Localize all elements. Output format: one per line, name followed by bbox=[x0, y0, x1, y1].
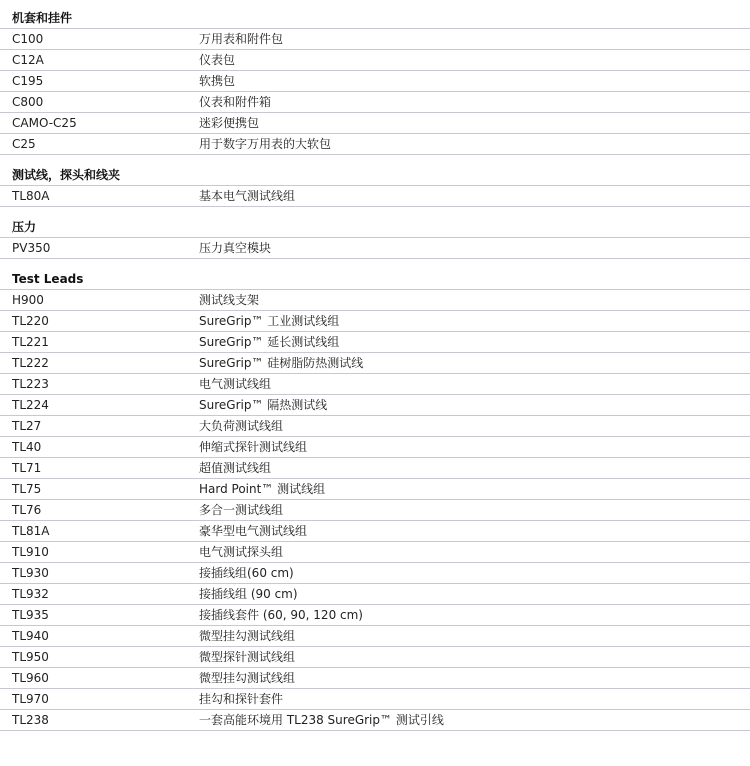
part-number: TL221 bbox=[12, 335, 49, 349]
table-row bbox=[0, 668, 750, 689]
part-number: TL76 bbox=[12, 503, 42, 517]
table-row bbox=[0, 647, 750, 668]
table-row bbox=[0, 50, 750, 71]
part-number: C100 bbox=[12, 32, 44, 46]
section-title: 机套和挂件 bbox=[0, 8, 750, 29]
part-description: 大负荷测试线组 bbox=[199, 419, 284, 433]
table-row bbox=[0, 605, 750, 626]
table-row bbox=[0, 626, 750, 647]
table-row bbox=[0, 134, 750, 155]
table-row bbox=[0, 186, 750, 207]
part-number: TL932 bbox=[12, 587, 49, 601]
section-spacer bbox=[0, 155, 750, 165]
part-number: TL27 bbox=[12, 419, 42, 433]
part-description: 微型挂勾测试线组 bbox=[199, 671, 296, 685]
part-number: TL950 bbox=[12, 650, 49, 664]
part-number: TL960 bbox=[12, 671, 49, 685]
table-row bbox=[0, 710, 750, 731]
part-number: C25 bbox=[12, 137, 36, 151]
part-description: SureGrip™ 延长测试线组 bbox=[199, 335, 340, 349]
part-number: TL970 bbox=[12, 692, 49, 706]
part-number: TL910 bbox=[12, 545, 49, 559]
part-description: 万用表和附件包 bbox=[199, 32, 284, 46]
table-row bbox=[0, 353, 750, 374]
table-row bbox=[0, 542, 750, 563]
part-number: TL940 bbox=[12, 629, 49, 643]
part-description: SureGrip™ 隔热测试线 bbox=[199, 398, 328, 412]
part-description: 多合一测试线组 bbox=[199, 503, 284, 517]
part-description: 接插线组 (90 cm) bbox=[199, 587, 298, 601]
part-description: SureGrip™ 工业测试线组 bbox=[199, 314, 340, 328]
table-row bbox=[0, 92, 750, 113]
part-description: 电气测试线组 bbox=[199, 377, 272, 391]
part-number: C12A bbox=[12, 53, 44, 67]
table-row bbox=[0, 29, 750, 50]
part-description: 电气测试探头组 bbox=[199, 545, 284, 559]
part-description: 挂勾和探针套件 bbox=[199, 692, 284, 706]
part-description: Hard Point™ 测试线组 bbox=[199, 482, 326, 496]
section-title: Test Leads bbox=[0, 269, 750, 290]
part-number: C195 bbox=[12, 74, 44, 88]
part-description: 基本电气测试线组 bbox=[199, 189, 296, 203]
part-number: TL935 bbox=[12, 608, 49, 622]
part-number: PV350 bbox=[12, 241, 51, 255]
part-description: 用于数字万用表的大软包 bbox=[199, 137, 332, 151]
part-description: 测试线支架 bbox=[199, 293, 260, 307]
section-spacer bbox=[0, 259, 750, 269]
section-title: 测试线，探头和线夹 bbox=[0, 165, 750, 186]
part-description: 伸缩式探针测试线组 bbox=[199, 440, 308, 454]
part-description: 一套高能环境用 TL238 SureGrip™ 测试引线 bbox=[199, 713, 444, 727]
table-row bbox=[0, 521, 750, 542]
section-title: 压力 bbox=[0, 217, 750, 238]
part-number: TL40 bbox=[12, 440, 42, 454]
part-description: 压力真空模块 bbox=[199, 241, 272, 255]
table-row bbox=[0, 113, 750, 134]
part-number: TL71 bbox=[12, 461, 42, 475]
part-number: TL223 bbox=[12, 377, 49, 391]
part-number: TL238 bbox=[12, 713, 49, 727]
part-number: TL930 bbox=[12, 566, 49, 580]
part-description: SureGrip™ 硅树脂防热测试线 bbox=[199, 356, 364, 370]
part-number: TL222 bbox=[12, 356, 49, 370]
part-number: TL75 bbox=[12, 482, 42, 496]
part-description: 迷彩便携包 bbox=[199, 116, 260, 130]
part-number: H900 bbox=[12, 293, 44, 307]
table-row bbox=[0, 332, 750, 353]
part-description: 软携包 bbox=[199, 74, 236, 88]
part-description: 接插线套件 (60, 90, 120 cm) bbox=[199, 608, 363, 622]
table-row bbox=[0, 290, 750, 311]
table-row bbox=[0, 238, 750, 259]
part-number: TL224 bbox=[12, 398, 49, 412]
part-description: 仪表和附件箱 bbox=[199, 95, 272, 109]
table-row bbox=[0, 374, 750, 395]
table-row bbox=[0, 437, 750, 458]
part-description: 微型探针测试线组 bbox=[199, 650, 296, 664]
section bbox=[0, 8, 750, 155]
part-number: TL80A bbox=[12, 189, 50, 203]
table-row bbox=[0, 584, 750, 605]
section bbox=[0, 165, 750, 207]
table-row bbox=[0, 416, 750, 437]
table-row bbox=[0, 479, 750, 500]
part-description: 仪表包 bbox=[199, 53, 236, 67]
table-row bbox=[0, 71, 750, 92]
part-description: 微型挂勾测试线组 bbox=[199, 629, 296, 643]
part-number: TL220 bbox=[12, 314, 49, 328]
table-row bbox=[0, 689, 750, 710]
part-description: 豪华型电气测试线组 bbox=[199, 524, 308, 538]
table-row bbox=[0, 311, 750, 332]
section-spacer bbox=[0, 207, 750, 217]
part-description: 超值测试线组 bbox=[199, 461, 272, 475]
part-number: CAMO-C25 bbox=[12, 116, 77, 130]
table-row bbox=[0, 500, 750, 521]
table-row bbox=[0, 563, 750, 584]
section bbox=[0, 269, 750, 731]
part-number: C800 bbox=[12, 95, 44, 109]
table-row bbox=[0, 395, 750, 416]
part-description: 接插线组(60 cm) bbox=[199, 566, 294, 580]
part-number: TL81A bbox=[12, 524, 50, 538]
section bbox=[0, 217, 750, 259]
table-row bbox=[0, 458, 750, 479]
